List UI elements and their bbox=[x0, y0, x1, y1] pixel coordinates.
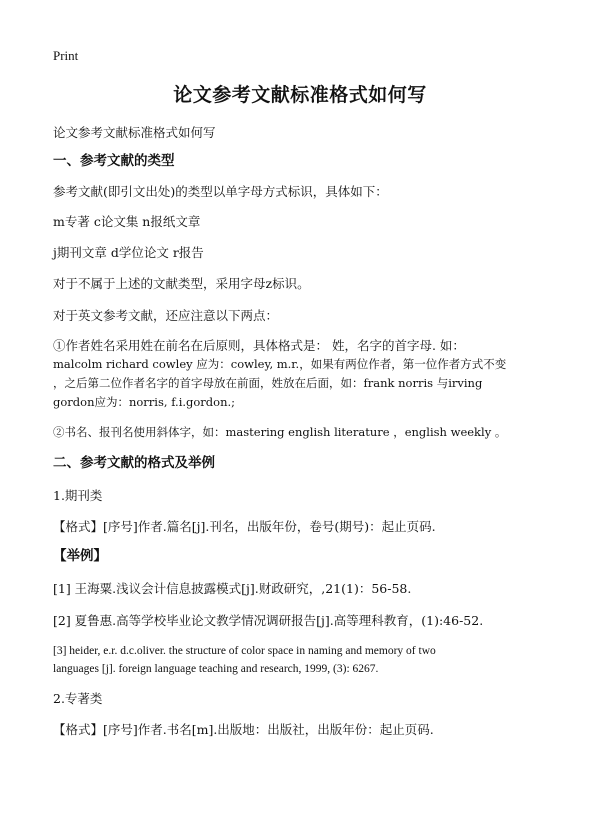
rule1-line-1: ①作者姓名采用姓在前名在后原则，具体格式是： 姓，名字的首字母. 如： bbox=[53, 338, 465, 353]
section1-heading: 一、参考文献的类型 bbox=[53, 153, 175, 169]
subtitle: 论文参考文献标准格式如何写 bbox=[53, 125, 216, 140]
rule1-line-4: gordon应为：norris, f.i.gordon.; bbox=[53, 395, 236, 409]
monograph-format: 【格式】[序号]作者.书名[m].出版地：出版社，出版年份：起止页码. bbox=[53, 722, 434, 737]
reference-3-line-1: [3] heider, e.r. d.c.oliver. the structure of color space in naming and memory of two bbox=[53, 645, 436, 657]
english-intro-paragraph: 对于英文参考文献，还应注意以下两点： bbox=[53, 308, 279, 323]
rule2-paragraph: ②书名、报刊名使用斜体字，如：mastering english literature ，english weekly 。 bbox=[53, 425, 507, 439]
section2-heading: 二、参考文献的格式及举例 bbox=[53, 455, 215, 471]
journal-subheading: 1.期刊类 bbox=[53, 488, 103, 503]
types-line-1: m专著 c论文集 n报纸文章 bbox=[53, 214, 201, 229]
journal-format: 【格式】[序号]作者.篇名[j].刊名，出版年份，卷号(期号)：起止页码. bbox=[53, 519, 436, 534]
monograph-subheading: 2.专著类 bbox=[53, 691, 103, 706]
example-label: 【举例】 bbox=[53, 548, 107, 564]
types-line-2: j期刊文章 d学位论文 r报告 bbox=[53, 245, 204, 260]
reference-2: [2] 夏鲁惠.高等学校毕业论文教学情况调研报告[j].高等理科教育，(1):46-52. bbox=[53, 613, 484, 628]
print-label: Print bbox=[53, 48, 79, 63]
reference-3-line-2: languages [j]. foreign language teaching and research, 1999, (3): 6267. bbox=[53, 663, 379, 675]
type-intro-paragraph: 参考文献(即引文出处)的类型以单字母方式标识，具体如下： bbox=[53, 184, 388, 199]
rule1-line-2: malcolm richard cowley 应为：cowley, m.r.，如果有两位作者，第一位作者方式不变 bbox=[53, 357, 507, 371]
other-types-paragraph: 对于不属于上述的文献类型，采用字母z标识。 bbox=[53, 276, 310, 291]
page-title: 论文参考文献标准格式如何写 bbox=[173, 84, 427, 106]
reference-1: [1] 王海粟.浅议会计信息披露模式[j].财政研究，,21(1)：56-58. bbox=[53, 581, 412, 596]
rule1-line-3: ，之后第二位作者名字的首字母放在前面，姓放在后面，如：frank norris 与irving bbox=[53, 376, 483, 390]
